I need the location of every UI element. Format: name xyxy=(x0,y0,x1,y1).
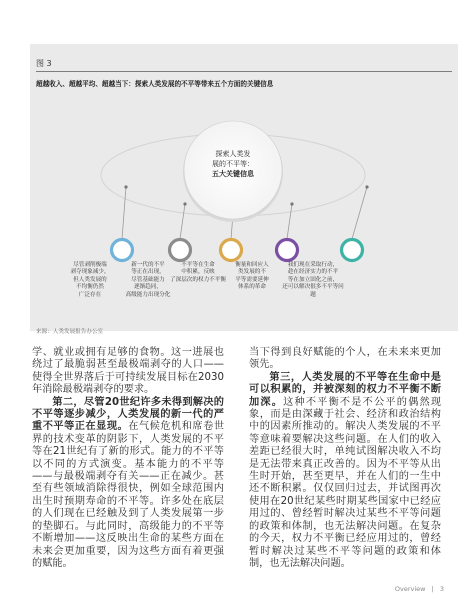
left-text-column xyxy=(32,347,224,570)
message-text-1 xyxy=(58,262,122,299)
message-node-4 xyxy=(277,240,298,261)
connector-line-5 xyxy=(352,187,367,239)
message-text-line: 趁在经济实力的不平 xyxy=(287,269,339,276)
message-text-line: 不均衡仍然 xyxy=(76,284,104,291)
body-text: 这种不平衡不是不公平的偶然现象，而是由深藏于社会、经济和政治结构中的因素所推动的。解决人类发展的不平等意味着要解决这些问题。在人们的收入差距已经很大时，单纯试图解决收入不均是无法带来真正改善的。因为不平等从出生时开始，甚至更早，并在人们的一生中还不断积累。仅仅回归过去，并试图再次使用在20世纪某些时期某些国家中已经应用过的、曾经暂时解决过某些不平等问题的政策和体制，也无法解决问题。在复杂的今天，权力不平衡已经应用过的，曾经暂时解决过某些不平等问题的政策和体制，也无法解决问题。 xyxy=(249,396,442,569)
connector-dot-1 xyxy=(124,185,127,188)
message-text-line: 剥夺现象减少， xyxy=(70,269,110,276)
footer-page-number: 3 xyxy=(439,585,444,593)
center-bold-line: 五大关键信息 xyxy=(212,170,254,178)
connector-line-2 xyxy=(180,204,185,239)
body-text: 学、就业或拥有足够的食物。这一进展也绕过了最脆弱甚至最极端剥夺的人口——使得全世界落后于可持续发展目标在2030年消除最极端剥夺的要求。 xyxy=(32,347,224,396)
message-node-3 xyxy=(221,240,242,261)
message-text-line: 新一代的不平 xyxy=(131,262,165,268)
message-text-line: 高级能力出现分化 xyxy=(125,291,171,298)
message-text-line: 等在加立固化之前， xyxy=(287,276,339,283)
body-paragraph xyxy=(249,347,441,372)
message-text-line: 广泛存在 xyxy=(78,291,102,298)
body-paragraph xyxy=(32,397,224,571)
message-text-line: 尽管剥削极端 xyxy=(73,262,107,268)
center-label xyxy=(190,149,276,179)
bold-lead-text: 第二，尽管20世纪许多未得到解决的不平等逐步减少，人类发展的新一代的严重不平等正在显现。 xyxy=(32,396,224,433)
body-paragraph xyxy=(249,372,441,571)
page-footer xyxy=(391,585,444,593)
message-text-line: 不平等在生命 xyxy=(181,262,215,268)
figure-source: 来源：人类发展报告办公室 xyxy=(36,329,104,335)
connector-dot-4 xyxy=(290,202,293,205)
center-line-1: 探索人类发 xyxy=(215,150,251,158)
footer-section: Overview xyxy=(394,585,426,593)
message-text-line: 中积累，反映 xyxy=(181,269,215,276)
message-text-line: 逐渐趋同， xyxy=(134,284,162,291)
message-node-2 xyxy=(170,240,191,261)
figure-label: 图 3 xyxy=(36,59,52,68)
message-text-line: 但人类发展的 xyxy=(73,276,107,283)
message-text-5 xyxy=(281,262,345,299)
footer-separator: | xyxy=(431,585,434,593)
bold-lead-text: 第三，人类发展的不平等在生命中是可以积累的，并被深刻的权力不平衡不断加深。 xyxy=(249,371,441,408)
connector-dot-2 xyxy=(183,202,186,205)
message-text-line: 尽管基础能力 xyxy=(131,276,165,283)
message-text-line: 类发展的不 xyxy=(238,269,266,276)
message-text-line: 衡量和回应人 xyxy=(235,262,269,268)
body-text: 当下得到良好赋能的个人，在未来来更加领先。 xyxy=(249,347,441,371)
message-node-5 xyxy=(342,240,363,261)
message-text-line: 体系的革命 xyxy=(238,284,266,291)
message-text-line: 了深层次的权力不平衡 xyxy=(170,276,226,283)
message-text-line: 等正在出现， xyxy=(131,269,165,276)
figure-title: 超越收入、超越平均、超越当下：探索人类发展的不平等带来五个方面的关键信息 xyxy=(36,80,274,88)
message-text-line: 还可以解决很多不平等问题 xyxy=(282,284,344,298)
message-text-4 xyxy=(220,262,284,292)
connector-dot-5 xyxy=(365,185,368,188)
message-text-line: 平等需要延伸 xyxy=(235,276,269,283)
connector-line-1 xyxy=(122,187,126,239)
center-line-2: 展的不平等： xyxy=(212,160,254,168)
right-text-column xyxy=(249,347,441,570)
body-text: 在气候危机和席卷世界的技术变革的阴影下，人类发展的不平等在21世纪有了新的形式。能力的不平等以不同的方式演变。基本能力的不平等——与最极端剥夺有关——正在减少。甚至有些领域消除得很快，例如全球范围内出生时预期寿命的不平等。许多处在底层的人们现在已经触及到了人类发展第一步的垫脚石。与此同时，高级能力的不平等不断增加——这反映出生命的某些方面在未来会更加重要，因为这些方面有着更强的赋能。 xyxy=(32,421,225,569)
connector-line-4 xyxy=(287,204,292,239)
body-paragraph xyxy=(32,347,224,397)
message-text-line: 我们现在采取行动， xyxy=(287,262,339,268)
message-node-1 xyxy=(112,240,133,261)
